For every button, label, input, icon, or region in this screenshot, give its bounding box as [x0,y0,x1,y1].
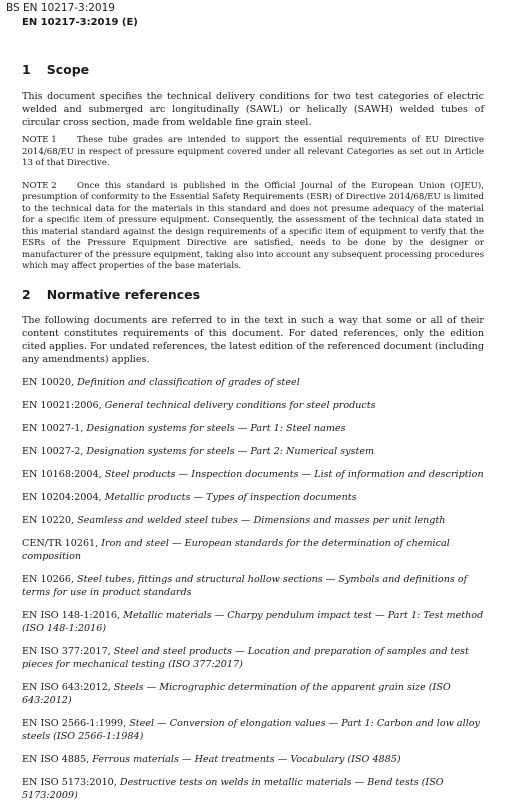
reference-title: Steel and steel products — Location and preparation of samples and test pieces for mechanical testing (ISO 377:2017) [22,645,469,670]
reference-list [22,376,484,802]
reference-code: EN 10027-1, [22,422,87,434]
normative-intro: The following documents are referred to in the text in such a way that some or all of their content constitutes requirements of this document. For dated references, only the edition cited applies. For undated references, the latest edition of the referenced document (including any amendments) applies. [22,314,485,365]
normative-title: Normative references [46,286,201,302]
scope-number: 1 [22,62,31,77]
reference-title: Definition and classification of grades of steel [77,376,300,388]
reference-title: Iron and steel — European standards for the determination of chemical composition [22,537,450,562]
reference-code: EN ISO 148-1:2016, [22,609,124,621]
reference-item [22,537,484,563]
normative-references-heading [22,287,484,302]
reference-item [22,776,484,802]
reference-title: Seamless and welded steel tubes — Dimensions and masses per unit length [77,514,446,526]
reference-title: Steel tubes, fittings and structural hollow sections — Symbols and definitions of terms for use in product standards [22,573,468,598]
reference-item [22,573,484,599]
reference-code: EN 10027-2, [22,445,87,457]
reference-item [22,376,484,389]
reference-item [22,399,484,412]
reference-code: EN 10021:2006, [22,399,105,411]
scope-title: Scope [46,62,90,77]
note-2-text: Once this standard is published in the Official Journal of the European Union (OJEU), presumption of conformity to the Essential Safety Requirements (ESR) of Directive 2014/68/EU is limited to the technical data for the materials in this standard and does not presume adequacy of the material for a specific item of pressure equipment. Consequently, the assessment of the technical data stated in this material standard against the design requirements of a specific item of equipment to verify that the ESRs of the Pressure Equipment Directive are satisfied, needs to be done by the designer or manufacturer of the pressure equipment, taking also into account any subsequent processing procedures which may affect properties of the base materials. [22,180,484,271]
page-content [22,62,484,802]
note-1-text: These tube grades are intended to support the essential requirements of EU Directive 2014/68/EU in respect of pressure equipment covered under all relevant Categories as set out in Article 13 of that Directive. [22,135,484,168]
reference-title: Destructive tests on welds in metallic materials — Bend tests (ISO 5173:2009) [22,776,444,801]
reference-code: CEN/TR 10261, [22,537,102,549]
reference-item [22,645,484,671]
reference-item [22,445,484,458]
reference-title: Steel — Conversion of elongation values — Part 1: Carbon and low alloy steels (ISO 2566-1:1984) [22,717,480,742]
reference-code: EN ISO 377:2017, [22,645,114,657]
reference-title: Ferrous materials — Heat treatments — Vocabulary (ISO 4885) [92,753,401,765]
note-1-label: NOTE 1 [22,135,57,145]
reference-code: EN ISO 4885, [22,753,93,765]
reference-item [22,491,484,504]
reference-code: EN ISO 2566-1:1999, [22,717,130,729]
normative-number: 2 [22,286,31,302]
reference-item [22,514,484,527]
scope-paragraph: This document specifies the technical delivery conditions for two test categories of electric welded and submerged arc longitudinally (SAWL) or helically (SAWH) welded tubes of circular cross section, made from weldable fine grain steel. [22,91,484,128]
reference-item [22,422,484,435]
note-2-label: NOTE 2 [22,180,57,191]
reference-code: EN 10220, [22,514,78,526]
reference-code: EN ISO 5173:2010, [22,776,120,788]
reference-item [22,753,484,766]
reference-code: EN 10168:2004, [22,468,105,480]
reference-item [22,681,484,707]
reference-title: Designation systems for steels — Part 1: Steel names [86,422,346,434]
note-1 [22,135,484,170]
note-2 [22,181,484,273]
reference-code: EN 10020, [22,376,78,388]
reference-title: General technical delivery conditions for steel products [104,399,376,411]
reference-title: Metallic materials — Charpy pendulum impact test — Part 1: Test method (ISO 148-1:2016) [22,609,484,634]
reference-title: Steel products — Inspection documents — List of information and description [104,468,484,480]
reference-title: Steels — Micrographic determination of the apparent grain size (ISO 643:2012) [22,681,451,706]
reference-code: EN 10204:2004, [22,491,105,503]
reference-title: Designation systems for steels — Part 2: Numerical system [86,445,375,457]
document-id-header: BS EN 10217-3:2019 [6,2,115,14]
reference-code: EN ISO 643:2012, [22,681,114,693]
reference-item [22,468,484,481]
reference-code: EN 10266, [22,573,78,585]
reference-item [22,609,484,635]
document-edition-header: EN 10217-3:2019 (E) [22,17,138,28]
reference-title: Metallic products — Types of inspection documents [104,491,357,503]
scope-heading [22,62,484,77]
